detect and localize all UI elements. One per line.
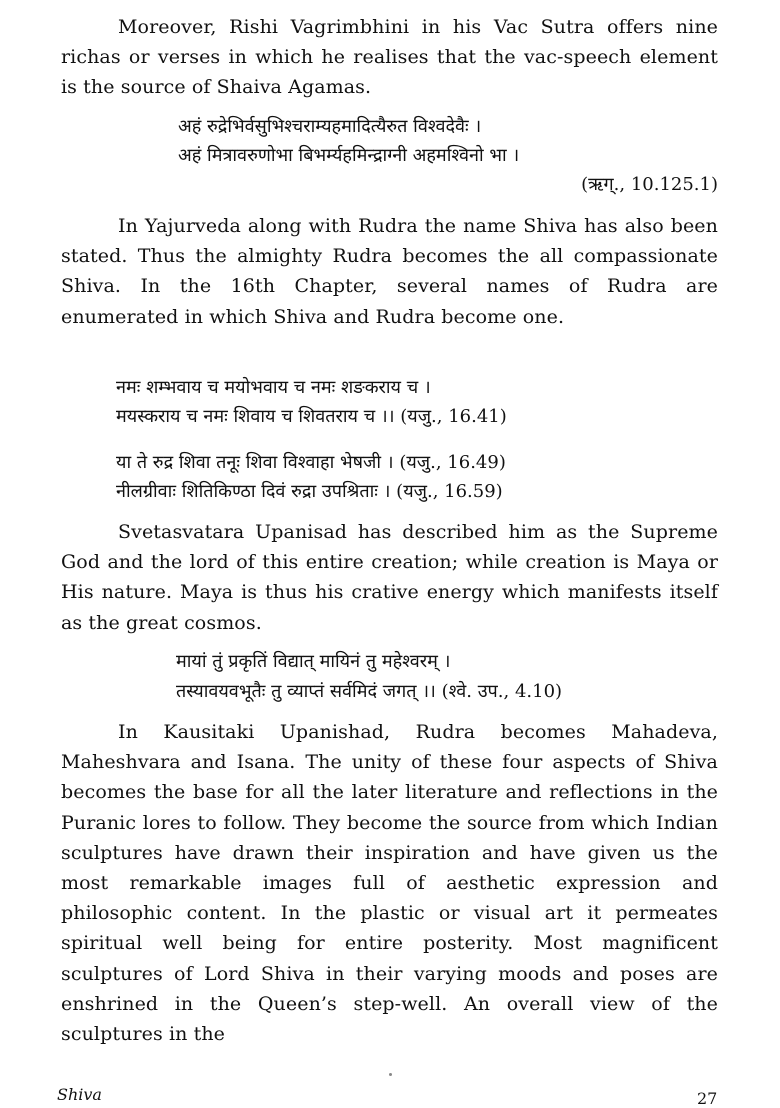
paragraph-vac-sutra: Moreover, Rishi Vagrimbhini in his Vac Sutra offers nine richas or verses in which he realises that the vac-speech element is the source of Shaiva Agamas.	[61, 16, 718, 99]
svetasvatara-verse-line-1: मायां तुं प्रकृतिं विद्यात् मायिनं तु महेश्वरम् ।	[176, 651, 451, 672]
paragraph-kausitaki: In Kausitaki Upanishad, Rudra becomes Mahadeva, Maheshvara and Isana. The unity of these four aspects of Shiva becomes the base for all the later literature and reflections in the Puranic lores to follow. They become the source from which Indian sculptures have drawn their inspiration and have given us the most remarkable images full of aesthetic expression and philosophic content. In the plastic or visual art it permeates spiritual well being for entire posterity. Most magnificent sculptures of Lord Shiva in their varying moods and poses are enshrined in the Queen’s step-well. An overall view of the sculptures in the	[61, 721, 718, 1046]
svetasvatara-verse-line-2: तस्यावयवभूतैः तु व्याप्तं सर्वमिदं जगत् ।। (श्वे. उप., 4.10)	[176, 681, 563, 702]
rigveda-verse-line-1: अहं रुद्रेभिर्वसुभिश्चराम्यहमादित्यैरुत विश्वदेवैः ।	[178, 116, 482, 137]
yajur-verse-1-line-2: मयस्कराय च नमः शिवाय च शिवतराय च ।। (यजु., 16.41)	[116, 406, 507, 427]
print-speck	[389, 1073, 392, 1076]
paragraph-svetasvatara: Svetasvatara Upanisad has described him as the Supreme God and the lord of this entire creation; while creation is Maya or His nature. Maya is thus his crative energy which manifests itself as the great cosmos.	[61, 521, 718, 634]
yajur-verse-2-line-1: या ते रुद्र शिवा तनूः शिवा विश्वाहा भेषजी । (यजु., 16.49)	[116, 452, 506, 473]
footer-book-title: Shiva	[57, 1085, 102, 1104]
yajur-verse-1-line-1: नमः शम्भवाय च मयोभवाय च नमः शङकराय च ।	[116, 377, 431, 398]
paragraph-yajurveda: In Yajurveda along with Rudra the name Shiva has also been stated. Thus the almighty Rudra becomes the all compassionate Shiva. In the 16th Chapter, several names of Rudra are enumerated in which Shiva and Rudra become one.	[61, 215, 718, 328]
footer-page-number: 27	[697, 1089, 718, 1108]
yajur-verse-2-line-2: नीलग्रीवाः शितिकिण्ठा दिवं रुद्रा उपश्रिताः । (यजु., 16.59)	[116, 481, 503, 502]
rigveda-verse-line-2: अहं मित्रावरुणोभा बिभर्म्यहमिन्द्राग्नी अहमश्विनो भा ।	[178, 145, 520, 166]
rigveda-reference: (ऋग्., 10.125.1)	[581, 174, 718, 195]
